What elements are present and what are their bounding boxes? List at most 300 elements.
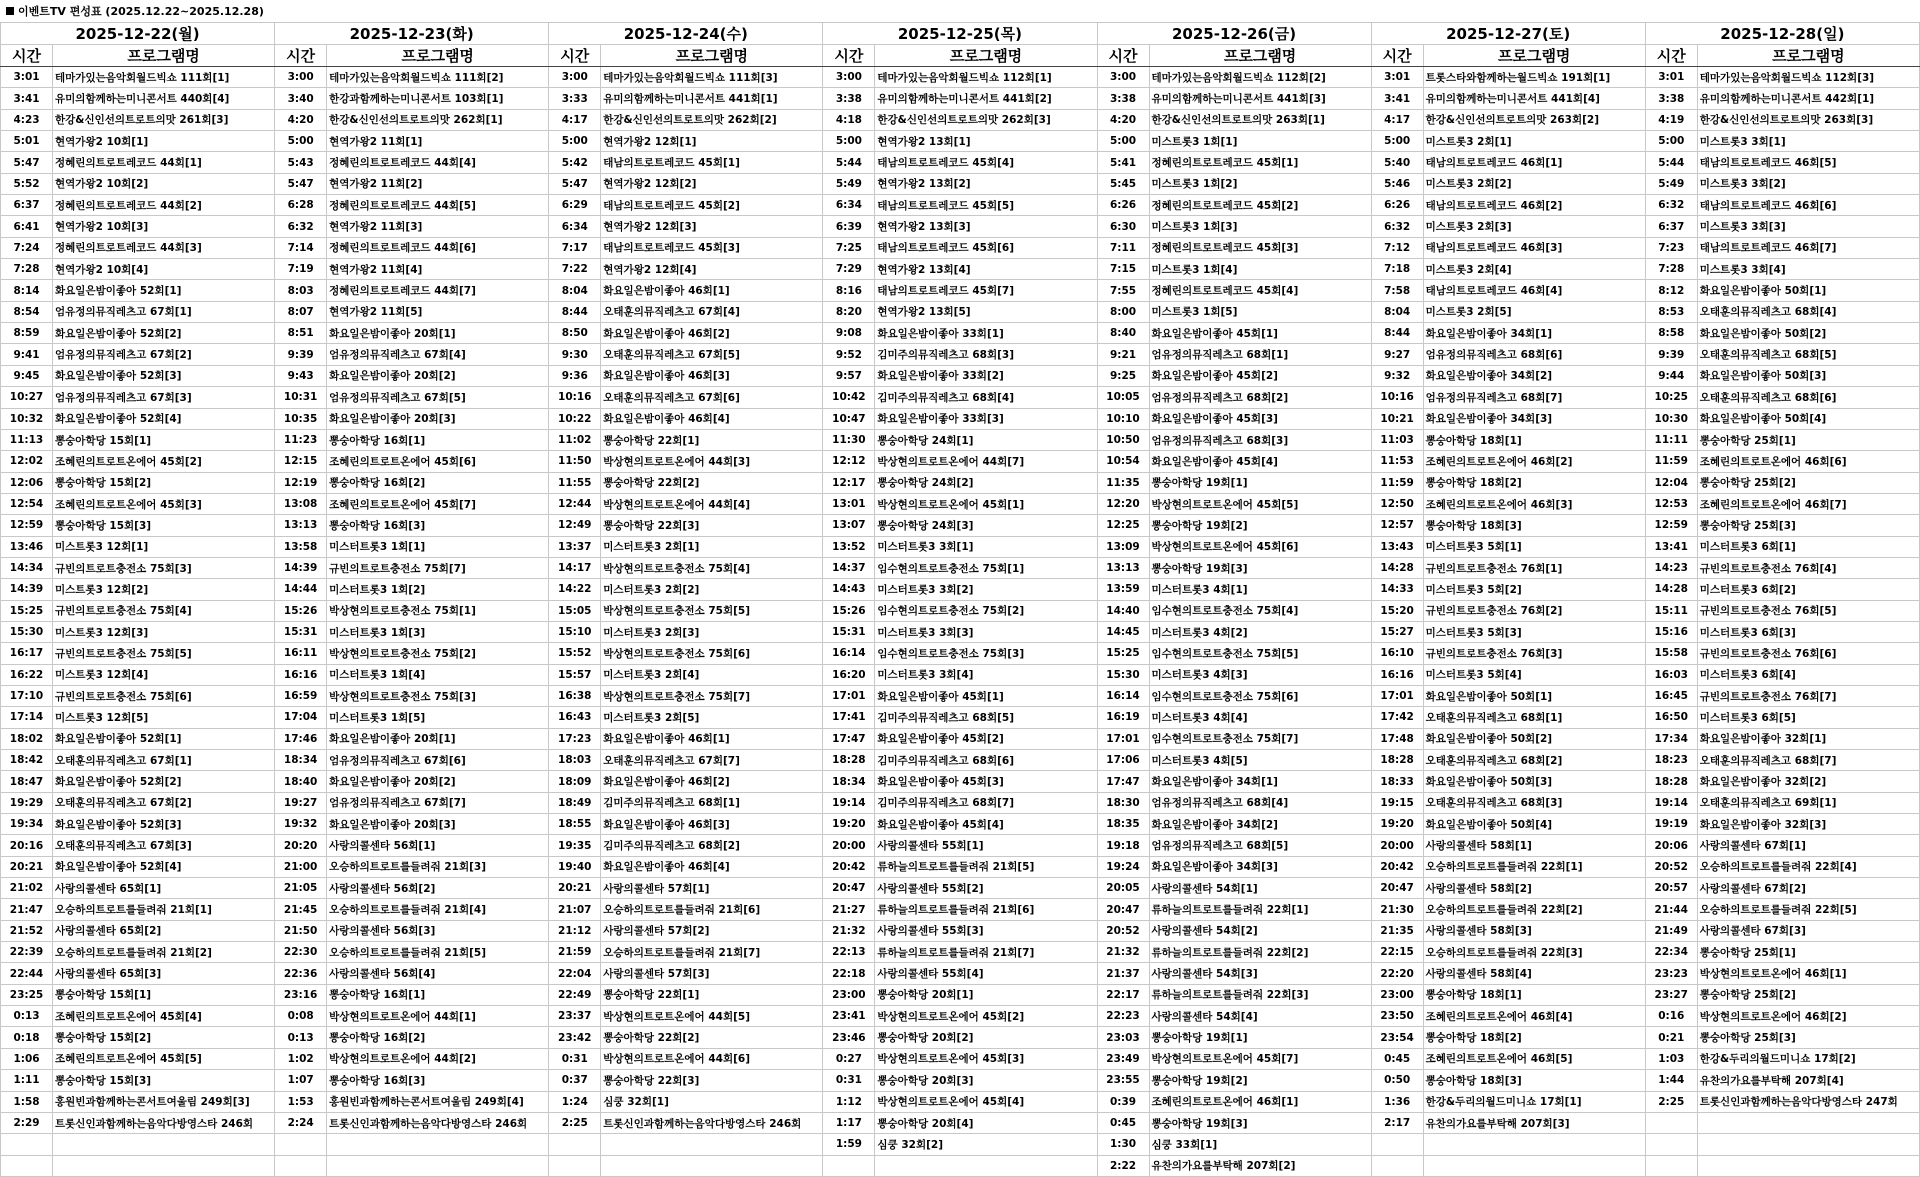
program-cell: 박상현의트로트온에어 44회[7]: [875, 451, 1097, 472]
time-cell: 7:17: [549, 237, 601, 258]
time-cell: [1645, 1112, 1697, 1133]
program-cell: 엄유정의뮤직레츠고 67회[2]: [53, 344, 275, 365]
time-cell: 20:47: [1097, 899, 1149, 920]
program-cell: 엄유정의뮤직레츠고 67회[4]: [327, 344, 549, 365]
time-cell: 21:02: [1, 878, 53, 899]
time-cell: 5:49: [823, 173, 875, 194]
program-cell: 현역가왕2 10회[4]: [53, 259, 275, 280]
time-cell: 20:00: [1371, 835, 1423, 856]
program-cell: 미스트롯3 1회[1]: [1149, 131, 1371, 152]
time-cell: 21:12: [549, 920, 601, 941]
program-cell: 미스터트롯3 5회[1]: [1423, 536, 1645, 557]
time-cell: 11:02: [549, 429, 601, 450]
day-date-header: 2025-12-25(목): [823, 23, 1097, 45]
program-cell: 사랑의콜센타 56회[2]: [327, 878, 549, 899]
time-cell: 21:44: [1645, 899, 1697, 920]
program-cell: 현역가왕2 12회[1]: [601, 131, 823, 152]
time-cell: 2:29: [1, 1112, 53, 1133]
schedule-table: [0, 22, 1920, 1177]
program-cell: 뽕숭아학당 19회[1]: [1149, 1027, 1371, 1048]
program-cell: 태남의트로트레코드 45회[3]: [601, 237, 823, 258]
program-cell: 오태훈의뮤직레츠고 68회[4]: [1697, 301, 1919, 322]
program-cell: 사랑의콜센타 56회[1]: [327, 835, 549, 856]
time-cell: 21:45: [275, 899, 327, 920]
time-cell: 8:44: [549, 301, 601, 322]
time-cell: 22:39: [1, 942, 53, 963]
program-cell: 화요일은밤이좋아 20회[3]: [327, 814, 549, 835]
program-cell: 조혜린의트로트온에어 45회[3]: [53, 493, 275, 514]
program-cell: 정혜린의트로트레코드 44회[6]: [327, 237, 549, 258]
program-cell: 엄유정의뮤직레츠고 67회[1]: [53, 301, 275, 322]
time-cell: 7:29: [823, 259, 875, 280]
time-cell: 18:47: [1, 771, 53, 792]
time-cell: 14:44: [275, 579, 327, 600]
program-cell: 규빈의트로트충전소 76회[3]: [1423, 643, 1645, 664]
time-cell: 16:20: [823, 664, 875, 685]
program-cell: 화요일은밤이좋아 20회[2]: [327, 365, 549, 386]
program-cell: 유미의함께하는미니콘서트 441회[2]: [875, 88, 1097, 109]
program-cell: 뽕숭아학당 16회[3]: [327, 1070, 549, 1091]
time-cell: 10:54: [1097, 451, 1149, 472]
time-column-header: 시간: [1371, 45, 1423, 67]
time-cell: 5:00: [823, 131, 875, 152]
program-cell: 트롯신인과함께하는음악다방영스타 246회: [53, 1112, 275, 1133]
program-cell: 태남의트로트레코드 45회[2]: [601, 195, 823, 216]
time-cell: 16:10: [1371, 643, 1423, 664]
time-cell: 13:59: [1097, 579, 1149, 600]
program-cell: 미스트롯3 2회[3]: [1423, 216, 1645, 237]
program-cell: 화요일은밤이좋아 20회[3]: [327, 408, 549, 429]
program-cell: 뽕숭아학당 15회[2]: [53, 1027, 275, 1048]
time-cell: 21:52: [1, 920, 53, 941]
table-row: [1, 493, 1920, 514]
program-cell: 태남의트로트레코드 46회[6]: [1697, 195, 1919, 216]
program-cell: 오태훈의뮤직레츠고 68회[6]: [1697, 387, 1919, 408]
time-cell: 23:42: [549, 1027, 601, 1048]
program-cell: 화요일은밤이좋아 50회[4]: [1423, 814, 1645, 835]
time-cell: 5:43: [275, 152, 327, 173]
time-cell: 2:25: [1645, 1091, 1697, 1112]
time-cell: 7:28: [1, 259, 53, 280]
time-cell: 14:17: [549, 557, 601, 578]
time-cell: 17:01: [1371, 685, 1423, 706]
program-cell: 화요일은밤이좋아 33회[2]: [875, 365, 1097, 386]
program-cell: 유미의함께하는미니콘서트 442회[1]: [1697, 88, 1919, 109]
date-header-row: [1, 23, 1920, 45]
time-cell: 23:37: [549, 1006, 601, 1027]
time-cell: 23:50: [1371, 1006, 1423, 1027]
time-cell: 23:27: [1645, 984, 1697, 1005]
time-cell: 20:05: [1097, 878, 1149, 899]
program-cell: 박상현의트로트온에어 44회[1]: [327, 1006, 549, 1027]
time-cell: 11:13: [1, 429, 53, 450]
program-cell: 현역가왕2 11회[1]: [327, 131, 549, 152]
program-cell: 태남의트로트레코드 46회[7]: [1697, 237, 1919, 258]
program-cell: 김미주의뮤직레츠고 68회[5]: [875, 707, 1097, 728]
time-cell: 13:41: [1645, 536, 1697, 557]
time-cell: 23:25: [1, 984, 53, 1005]
time-cell: [1371, 1134, 1423, 1155]
program-cell: 유찬의가요를부탁해 207회[4]: [1697, 1070, 1919, 1091]
time-cell: [1645, 1134, 1697, 1155]
program-cell: 미스트롯3 12회[5]: [53, 707, 275, 728]
time-cell: 10:21: [1371, 408, 1423, 429]
time-cell: 21:37: [1097, 963, 1149, 984]
time-cell: 10:27: [1, 387, 53, 408]
time-cell: 15:11: [1645, 600, 1697, 621]
program-cell: 임수현의트로트충전소 75회[4]: [1149, 600, 1371, 621]
program-cell: 박상현의트로트온에어 45회[7]: [1149, 1048, 1371, 1069]
time-cell: 5:40: [1371, 152, 1423, 173]
program-cell: 박상현의트로트온에어 44회[3]: [601, 451, 823, 472]
time-cell: 7:19: [275, 259, 327, 280]
program-cell: 뽕숭아학당 25회[1]: [1697, 429, 1919, 450]
time-cell: 14:37: [823, 557, 875, 578]
time-cell: 15:25: [1, 600, 53, 621]
time-cell: 6:32: [1371, 216, 1423, 237]
program-cell: 뽕숭아학당 25회[2]: [1697, 472, 1919, 493]
time-cell: 9:45: [1, 365, 53, 386]
time-cell: 14:23: [1645, 557, 1697, 578]
time-cell: 7:18: [1371, 259, 1423, 280]
program-cell: 화요일은밤이좋아 45회[3]: [875, 771, 1097, 792]
time-cell: 14:39: [1, 579, 53, 600]
time-cell: 12:59: [1, 515, 53, 536]
time-cell: 9:30: [549, 344, 601, 365]
program-cell: 미스트롯3 3회[4]: [1697, 259, 1919, 280]
program-cell: 임수현의트로트충전소 75회[1]: [875, 557, 1097, 578]
program-cell: 화요일은밤이좋아 46회[3]: [601, 365, 823, 386]
day-date-header: 2025-12-24(수): [549, 23, 823, 45]
time-cell: 4:18: [823, 109, 875, 130]
program-cell: 오태훈의뮤직레츠고 68회[5]: [1697, 344, 1919, 365]
program-cell: 박상현의트로트충전소 75회[4]: [601, 557, 823, 578]
table-row: [1, 152, 1920, 173]
time-cell: 13:07: [823, 515, 875, 536]
time-cell: 8:03: [275, 280, 327, 301]
time-cell: 20:20: [275, 835, 327, 856]
time-cell: 20:47: [1371, 878, 1423, 899]
table-row: [1, 1134, 1920, 1155]
program-cell: 뽕숭아학당 19회[2]: [1149, 515, 1371, 536]
time-cell: 20:21: [1, 856, 53, 877]
time-cell: 16:03: [1645, 664, 1697, 685]
time-cell: 10:05: [1097, 387, 1149, 408]
program-cell: 박상현의트로트온에어 45회[4]: [875, 1091, 1097, 1112]
program-cell: 오태훈의뮤직레츠고 68회[1]: [1423, 707, 1645, 728]
program-cell: 박상현의트로트충전소 75회[5]: [601, 600, 823, 621]
program-cell: 미스터트롯3 1회[4]: [327, 664, 549, 685]
program-cell: 엄유정의뮤직레츠고 68회[7]: [1423, 387, 1645, 408]
time-cell: 16:22: [1, 664, 53, 685]
program-cell: 현역가왕2 10회[2]: [53, 173, 275, 194]
program-cell: 화요일은밤이좋아 50회[2]: [1423, 728, 1645, 749]
time-cell: 17:47: [1097, 771, 1149, 792]
program-cell: 오승하의트로트를들려줘 22회[2]: [1423, 899, 1645, 920]
program-cell: 오태훈의뮤직레츠고 69회[1]: [1697, 792, 1919, 813]
time-cell: 15:10: [549, 621, 601, 642]
time-cell: 9:32: [1371, 365, 1423, 386]
program-cell: 미스터트롯3 2회[3]: [601, 621, 823, 642]
table-row: [1, 835, 1920, 856]
time-cell: 5:47: [1, 152, 53, 173]
program-cell: 화요일은밤이좋아 34회[1]: [1423, 323, 1645, 344]
program-cell: 사랑의콜센타 67회[3]: [1697, 920, 1919, 941]
time-cell: 12:57: [1371, 515, 1423, 536]
program-cell: 임수현의트로트충전소 75회[7]: [1149, 728, 1371, 749]
time-cell: 20:16: [1, 835, 53, 856]
program-cell: 미스터트롯3 1회[1]: [327, 536, 549, 557]
time-cell: 14:43: [823, 579, 875, 600]
time-cell: 5:49: [1645, 173, 1697, 194]
program-cell: 화요일은밤이좋아 34회[3]: [1423, 408, 1645, 429]
table-row: [1, 707, 1920, 728]
program-cell: 태남의트로트레코드 45회[7]: [875, 280, 1097, 301]
program-cell: 화요일은밤이좋아 52회[2]: [53, 771, 275, 792]
time-cell: 13:01: [823, 493, 875, 514]
program-cell: [601, 1155, 823, 1176]
program-cell: 미스터트롯3 4회[3]: [1149, 664, 1371, 685]
table-row: [1, 1155, 1920, 1176]
program-cell: 임수현의트로트충전소 75회[2]: [875, 600, 1097, 621]
time-cell: 9:21: [1097, 344, 1149, 365]
time-cell: 9:57: [823, 365, 875, 386]
program-cell: 사랑의콜센타 56회[3]: [327, 920, 549, 941]
program-cell: 정혜린의트로트레코드 44회[3]: [53, 237, 275, 258]
time-cell: 16:11: [275, 643, 327, 664]
program-cell: 박상현의트로트온에어 44회[6]: [601, 1048, 823, 1069]
time-cell: 14:39: [275, 557, 327, 578]
program-cell: 김미주의뮤직레츠고 68회[7]: [875, 792, 1097, 813]
program-cell: 화요일은밤이좋아 20회[1]: [327, 323, 549, 344]
program-cell: 규빈의트로트충전소 76회[5]: [1697, 600, 1919, 621]
program-cell: 뽕숭아학당 18회[3]: [1423, 515, 1645, 536]
time-cell: 22:04: [549, 963, 601, 984]
time-cell: 23:23: [1645, 963, 1697, 984]
time-cell: 13:13: [275, 515, 327, 536]
time-cell: 18:28: [1371, 750, 1423, 771]
program-cell: 뽕숭아학당 15회[3]: [53, 1070, 275, 1091]
program-cell: 규빈의트로트충전소 75회[4]: [53, 600, 275, 621]
time-cell: 10:25: [1645, 387, 1697, 408]
table-row: [1, 280, 1920, 301]
time-cell: 6:34: [549, 216, 601, 237]
time-cell: 20:42: [1371, 856, 1423, 877]
program-cell: 한강&신인선의트로트의맛 263회[2]: [1423, 109, 1645, 130]
program-cell: 오승하의트로트를들려줘 21회[6]: [601, 899, 823, 920]
program-cell: 테마가있는음악회월드빅쇼 111회[1]: [53, 67, 275, 88]
time-cell: 12:44: [549, 493, 601, 514]
time-cell: 19:20: [823, 814, 875, 835]
program-cell: 규빈의트로트충전소 76회[1]: [1423, 557, 1645, 578]
program-cell: 미스터트롯3 5회[3]: [1423, 621, 1645, 642]
time-cell: 3:00: [275, 67, 327, 88]
program-cell: 박상현의트로트충전소 75회[6]: [601, 643, 823, 664]
time-cell: 5:44: [823, 152, 875, 173]
table-row: [1, 195, 1920, 216]
program-cell: 조혜린의트로트온에어 46회[5]: [1423, 1048, 1645, 1069]
time-cell: 2:17: [1371, 1112, 1423, 1133]
program-cell: 태남의트로트레코드 46회[5]: [1697, 152, 1919, 173]
time-cell: 18:34: [823, 771, 875, 792]
program-cell: 뽕숭아학당 16회[1]: [327, 429, 549, 450]
time-cell: 22:30: [275, 942, 327, 963]
time-cell: 5:00: [275, 131, 327, 152]
program-cell: 태남의트로트레코드 46회[4]: [1423, 280, 1645, 301]
time-cell: 0:13: [1, 1006, 53, 1027]
table-row: [1, 344, 1920, 365]
program-cell: 미스터트롯3 6회[3]: [1697, 621, 1919, 642]
time-cell: 19:20: [1371, 814, 1423, 835]
time-cell: 12:20: [1097, 493, 1149, 514]
time-cell: 21:32: [1097, 942, 1149, 963]
program-cell: 심쿵 33회[1]: [1149, 1134, 1371, 1155]
program-cell: 규빈의트로트충전소 76회[2]: [1423, 600, 1645, 621]
time-cell: 23:55: [1097, 1070, 1149, 1091]
program-cell: 정혜린의트로트레코드 45회[1]: [1149, 152, 1371, 173]
time-cell: 20:52: [1645, 856, 1697, 877]
program-cell: [1423, 1134, 1645, 1155]
time-cell: 19:24: [1097, 856, 1149, 877]
program-cell: 현역가왕2 11회[4]: [327, 259, 549, 280]
program-cell: 뽕숭아학당 22회[2]: [601, 472, 823, 493]
time-column-header: 시간: [823, 45, 875, 67]
program-cell: 태남의트로트레코드 45회[4]: [875, 152, 1097, 173]
time-cell: 2:22: [1097, 1155, 1149, 1176]
program-cell: 유미의함께하는미니콘서트 441회[3]: [1149, 88, 1371, 109]
program-cell: 임수현의트로트충전소 75회[5]: [1149, 643, 1371, 664]
program-cell: 오승하의트로트를들려줘 22회[3]: [1423, 942, 1645, 963]
program-cell: 규빈의트로트충전소 75회[6]: [53, 685, 275, 706]
time-cell: 23:54: [1371, 1027, 1423, 1048]
program-cell: 태남의트로트레코드 45회[6]: [875, 237, 1097, 258]
time-cell: 18:42: [1, 750, 53, 771]
program-cell: 화요일은밤이좋아 33회[3]: [875, 408, 1097, 429]
time-cell: 20:47: [823, 878, 875, 899]
time-cell: 0:31: [823, 1070, 875, 1091]
time-cell: 14:34: [1, 557, 53, 578]
program-cell: 미스터트롯3 2회[2]: [601, 579, 823, 600]
program-cell: 화요일은밤이좋아 52회[2]: [53, 323, 275, 344]
time-cell: 6:41: [1, 216, 53, 237]
time-cell: 10:16: [549, 387, 601, 408]
program-cell: 뽕숭아학당 24회[3]: [875, 515, 1097, 536]
table-row: [1, 429, 1920, 450]
time-cell: 2:25: [549, 1112, 601, 1133]
time-cell: 18:33: [1371, 771, 1423, 792]
program-cell: 뽕숭아학당 25회[3]: [1697, 1027, 1919, 1048]
table-row: [1, 387, 1920, 408]
program-cell: 정혜린의트로트레코드 45회[4]: [1149, 280, 1371, 301]
time-cell: 5:44: [1645, 152, 1697, 173]
time-cell: 8:50: [549, 323, 601, 344]
program-cell: 뽕숭아학당 25회[1]: [1697, 942, 1919, 963]
time-cell: 12:49: [549, 515, 601, 536]
time-cell: 8:54: [1, 301, 53, 322]
time-cell: 1:36: [1371, 1091, 1423, 1112]
program-cell: 사랑의콜센타 58회[4]: [1423, 963, 1645, 984]
time-cell: 16:38: [549, 685, 601, 706]
time-cell: 13:13: [1097, 557, 1149, 578]
program-cell: [327, 1155, 549, 1176]
time-cell: 10:10: [1097, 408, 1149, 429]
time-cell: 15:30: [1097, 664, 1149, 685]
time-cell: 12:15: [275, 451, 327, 472]
program-cell: 엄유정의뮤직레츠고 68회[3]: [1149, 429, 1371, 450]
program-column-header: 프로그램명: [1697, 45, 1919, 67]
program-cell: 정혜린의트로트레코드 45회[3]: [1149, 237, 1371, 258]
program-cell: 미스트롯3 1회[5]: [1149, 301, 1371, 322]
time-cell: 14:22: [549, 579, 601, 600]
program-cell: 뽕숭아학당 22회[1]: [601, 984, 823, 1005]
time-cell: 14:40: [1097, 600, 1149, 621]
program-cell: 박상현의트로트충전소 75회[3]: [327, 685, 549, 706]
program-cell: 한강&신인선의트로트의맛 261회[3]: [53, 109, 275, 130]
program-cell: 미스트롯3 1회[4]: [1149, 259, 1371, 280]
program-cell: 뽕숭아학당 25회[3]: [1697, 515, 1919, 536]
program-cell: 뽕숭아학당 24회[2]: [875, 472, 1097, 493]
program-cell: 태남의트로트레코드 46회[2]: [1423, 195, 1645, 216]
program-cell: 김미주의뮤직레츠고 68회[1]: [601, 792, 823, 813]
program-cell: 미스트롯3 12회[2]: [53, 579, 275, 600]
time-cell: 5:00: [549, 131, 601, 152]
program-cell: 화요일은밤이좋아 45회[4]: [1149, 451, 1371, 472]
time-cell: 18:49: [549, 792, 601, 813]
program-cell: 미스터트롯3 2회[5]: [601, 707, 823, 728]
time-cell: 8:51: [275, 323, 327, 344]
time-cell: 13:08: [275, 493, 327, 514]
program-cell: 뽕숭아학당 16회[2]: [327, 1027, 549, 1048]
program-cell: 미스터트롯3 5회[2]: [1423, 579, 1645, 600]
table-row: [1, 771, 1920, 792]
program-cell: 오승하의트로트를들려줘 21회[5]: [327, 942, 549, 963]
program-cell: 심쿵 32회[1]: [601, 1091, 823, 1112]
program-cell: 조혜린의트로트온에어 45회[6]: [327, 451, 549, 472]
program-cell: 뽕숭아학당 18회[1]: [1423, 429, 1645, 450]
program-cell: 박상현의트로트온에어 45회[3]: [875, 1048, 1097, 1069]
program-cell: 엄유정의뮤직레츠고 68회[5]: [1149, 835, 1371, 856]
program-cell: 미스트롯3 2회[2]: [1423, 173, 1645, 194]
time-cell: 9:44: [1645, 365, 1697, 386]
program-cell: 사랑의콜센타 57회[2]: [601, 920, 823, 941]
program-cell: 박상현의트로트온에어 45회[2]: [875, 1006, 1097, 1027]
time-cell: 0:45: [1097, 1112, 1149, 1133]
time-cell: 3:40: [275, 88, 327, 109]
time-cell: 12:04: [1645, 472, 1697, 493]
time-cell: 22:23: [1097, 1006, 1149, 1027]
program-cell: 화요일은밤이좋아 20회[2]: [327, 771, 549, 792]
program-cell: 화요일은밤이좋아 46회[4]: [601, 408, 823, 429]
time-cell: 19:19: [1645, 814, 1697, 835]
program-cell: 현역가왕2 12회[2]: [601, 173, 823, 194]
time-cell: 3:00: [549, 67, 601, 88]
program-cell: 박상현의트로트충전소 75회[1]: [327, 600, 549, 621]
time-cell: 0:21: [1645, 1027, 1697, 1048]
time-cell: 8:44: [1371, 323, 1423, 344]
program-cell: 정혜린의트로트레코드 44회[7]: [327, 280, 549, 301]
program-cell: 뽕숭아학당 18회[1]: [1423, 984, 1645, 1005]
time-cell: 17:47: [823, 728, 875, 749]
time-cell: 7:12: [1371, 237, 1423, 258]
program-cell: 심쿵 32회[2]: [875, 1134, 1097, 1155]
time-cell: 11:35: [1097, 472, 1149, 493]
time-cell: 12:53: [1645, 493, 1697, 514]
time-cell: 14:28: [1371, 557, 1423, 578]
program-cell: 박상현의트로트온에어 46회[2]: [1697, 1006, 1919, 1027]
time-cell: 16:50: [1645, 707, 1697, 728]
time-cell: 21:30: [1371, 899, 1423, 920]
program-cell: 오태훈의뮤직레츠고 68회[3]: [1423, 792, 1645, 813]
